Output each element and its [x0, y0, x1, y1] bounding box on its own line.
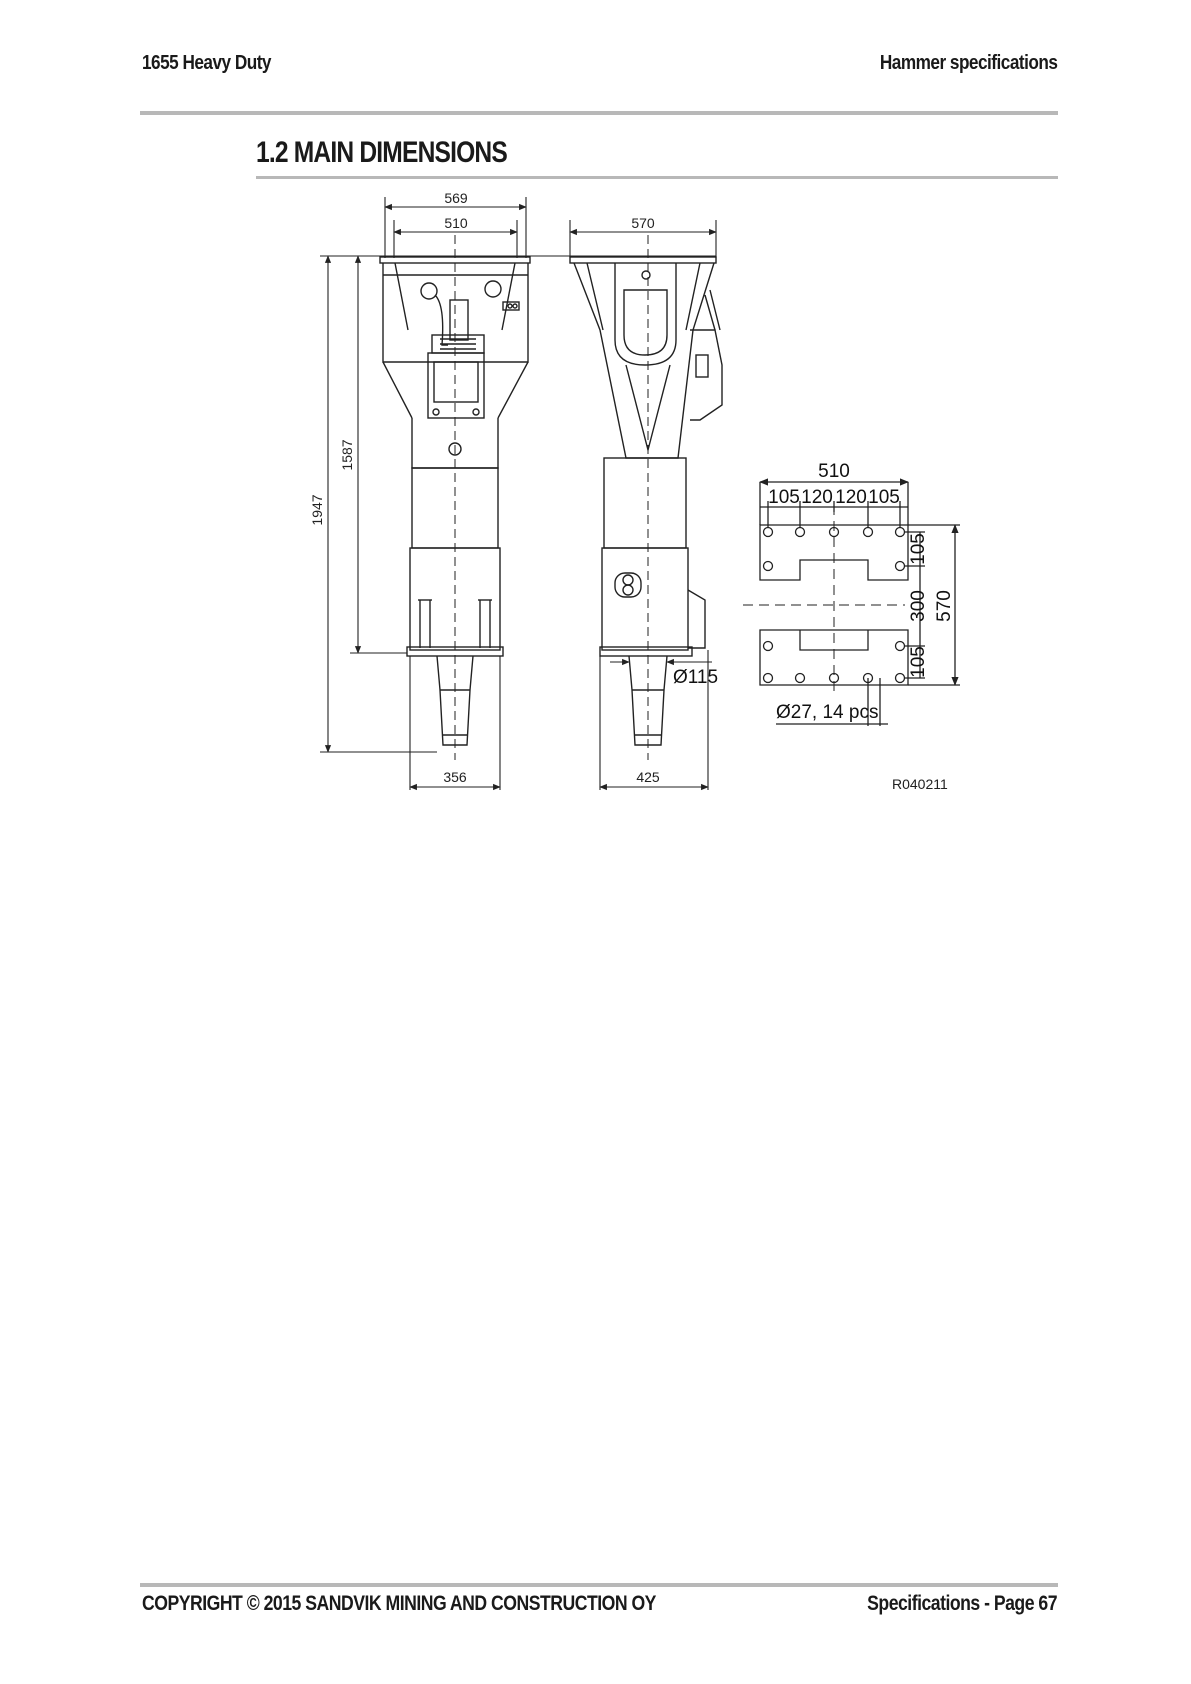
dim-570: 570 — [631, 215, 655, 231]
dim-356: 356 — [443, 769, 467, 785]
dim-569: 569 — [444, 190, 468, 206]
plate-vertical-570: 570 — [934, 590, 955, 622]
dimension-lines — [320, 197, 719, 790]
dim-1947: 1947 — [309, 494, 325, 526]
plate-pitch-120-right: 120 — [835, 487, 867, 508]
plate-vertical-300: 300 — [908, 590, 929, 622]
dim-510: 510 — [444, 215, 468, 231]
section-title: 1.2 MAIN DIMENSIONS — [256, 136, 507, 169]
bolt-hole-spec: Ø27, 14 pcs — [776, 702, 879, 723]
plate-vertical-105-bottom: 105 — [908, 646, 929, 678]
footer-copyright: COPYRIGHT © 2015 SANDVIK MINING AND CONSTRUCTION OY — [142, 1592, 656, 1615]
plate-pitch-105-left: 105 — [768, 487, 800, 508]
dim-tool-diameter: Ø115 — [673, 667, 719, 688]
front-view — [380, 235, 530, 760]
footer-page-number: Specifications - Page 67 — [867, 1592, 1057, 1615]
dim-1587: 1587 — [339, 439, 355, 471]
drawing-reference: R040211 — [892, 776, 948, 792]
header-section: Hammer specifications — [879, 52, 1057, 74]
dim-425: 425 — [636, 769, 660, 785]
header-title: 1655 Heavy Duty — [142, 52, 271, 74]
plate-pitch-120-left: 120 — [801, 487, 833, 508]
main-dimensions-drawing — [0, 0, 1191, 820]
plate-width: 510 — [818, 461, 850, 482]
plate-vertical-105-top: 105 — [908, 533, 929, 565]
plate-pitch-105-right: 105 — [868, 487, 900, 508]
footer-divider — [140, 1583, 1058, 1587]
